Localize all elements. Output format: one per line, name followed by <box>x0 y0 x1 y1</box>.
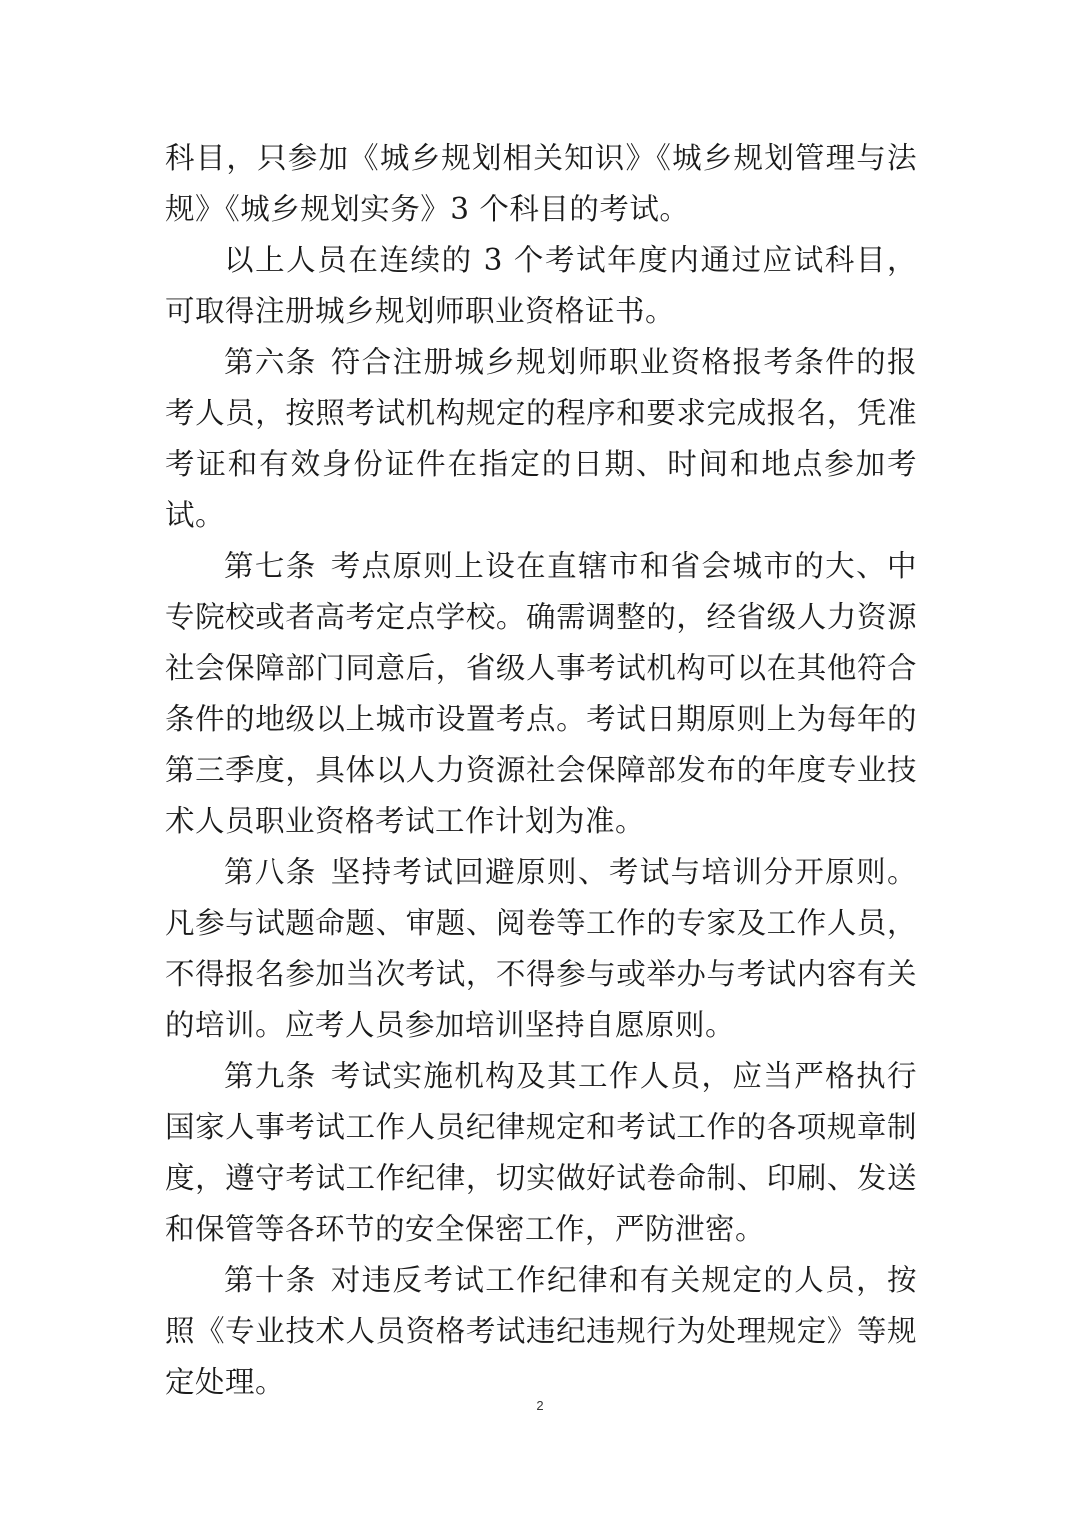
article-8 <box>165 847 917 1051</box>
article-text: 符合注册城乡规划师职业资格报考条件的报考人员，按照考试机构规定的程序和要求完成报名，凭准考证和有效身份证件在指定的日期、时间和地点参加考试。 <box>165 345 917 532</box>
article-7 <box>165 541 917 847</box>
article-heading: 第九条 <box>224 1059 317 1093</box>
article-heading: 第七条 <box>224 549 317 583</box>
article-text: 考点原则上设在直辖市和省会城市的大、中专院校或者高考定点学校。确需调整的，经省级人力资源社会保障部门同意后，省级人事考试机构可以在其他符合条件的地级以上城市设置考点。考试日期原则上为每年的第三季度，具体以人力资源社会保障部发布的年度专业技术人员职业资格考试工作计划为准。 <box>165 549 917 838</box>
paragraph-text: 以上人员在连续的 3 个考试年度内通过应试科目，可取得注册城乡规划师职业资格证书。 <box>165 243 917 328</box>
article-10 <box>165 1255 917 1408</box>
article-heading: 第十条 <box>224 1263 317 1297</box>
article-9 <box>165 1051 917 1255</box>
article-heading: 第六条 <box>224 345 317 379</box>
article-heading: 第八条 <box>224 855 317 889</box>
article-text: 坚持考试回避原则、考试与培训分开原则。凡参与试题命题、审题、阅卷等工作的专家及工作人员，不得报名参加当次考试，不得参与或举办与考试内容有关的培训。应考人员参加培训坚持自愿原则。 <box>165 855 917 1042</box>
paragraph-continuation <box>165 133 917 235</box>
article-text: 对违反考试工作纪律和有关规定的人员，按照《专业技术人员资格考试违纪违规行为处理规定》等规定处理。 <box>165 1263 917 1399</box>
paragraph-qualification <box>165 235 917 337</box>
article-6 <box>165 337 917 541</box>
document-body <box>165 133 917 1408</box>
article-text: 考试实施机构及其工作人员，应当严格执行国家人事考试工作人员纪律规定和考试工作的各项规章制度，遵守考试工作纪律，切实做好试卷命制、印刷、发送和保管等各环节的安全保密工作，严防泄密。 <box>165 1059 917 1246</box>
page-number: 2 <box>536 1398 544 1413</box>
paragraph-text: 科目，只参加《城乡规划相关知识》《城乡规划管理与法规》《城乡规划实务》3 个科目的考试。 <box>165 141 917 226</box>
